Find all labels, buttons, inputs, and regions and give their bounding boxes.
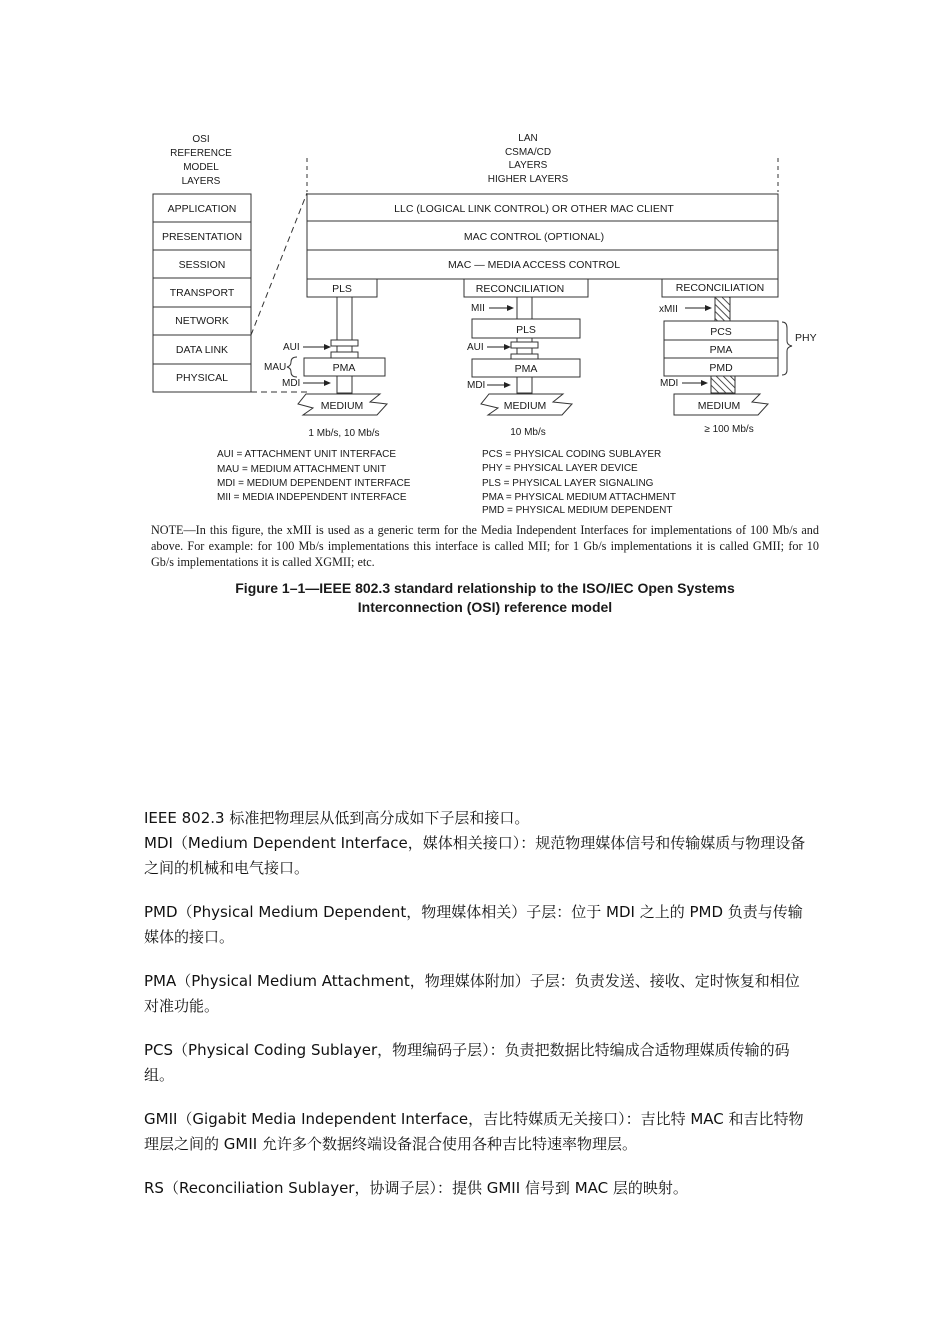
legend-item: PMA = PHYSICAL MEDIUM ATTACHMENT [482, 492, 677, 503]
pma-label: PMA [709, 344, 733, 356]
reconciliation-label: RECONCILIATION [475, 283, 565, 295]
osi-layer-label: TRANSPORT [169, 287, 235, 299]
caption-line: Interconnection (OSI) reference model [357, 599, 613, 615]
lan-header [488, 133, 569, 185]
figure-note: NOTE—In this figure, the xMII is used as a generic term for the Media Independent Interfaces for implementations of 100 Mb/s and above. For example: for 100 Mb/s implementations this interface is called MII; for 1 Gb/s implementations it is called GMII; for 10 Gb/s implementations it is called XGMII; etc. [151, 523, 819, 569]
aui-label: AUI [467, 342, 484, 353]
mdi-label: MDI [467, 380, 486, 391]
pma-label: PMA [514, 363, 538, 375]
osi-header-line: REFERENCE [170, 148, 232, 159]
mdi-label: MDI [660, 378, 679, 389]
aui-label: AUI [283, 342, 300, 353]
mac-control-label: MAC CONTROL (OPTIONAL) [463, 231, 605, 243]
lan-header-line: LAYERS [508, 160, 548, 171]
legend-item: PCS = PHYSICAL CODING SUBLAYER [482, 449, 662, 460]
pmd-label: PMD [709, 362, 733, 374]
legend-item: MDI = MEDIUM DEPENDENT INTERFACE [217, 478, 411, 489]
speed-label: 10 Mb/s [510, 427, 546, 438]
speed-label: ≥ 100 Mb/s [704, 424, 754, 435]
pls-label: PLS [516, 324, 536, 336]
legend-left [217, 449, 411, 503]
mii-label: MII [471, 303, 485, 314]
medium-label: MEDIUM [503, 400, 547, 412]
pma-label: PMA [332, 362, 356, 374]
xmii-label: xMII [659, 304, 678, 315]
paragraph: IEEE 802.3 标准把物理层从低到高分成如下子层和接口。 [144, 809, 530, 827]
figure-caption [151, 579, 819, 617]
reconciliation-label: RECONCILIATION [675, 282, 765, 294]
mac-label: MAC — MEDIA ACCESS CONTROL [447, 259, 621, 271]
osi-layer-label: APPLICATION [167, 203, 237, 215]
osi-header-line: OSI [192, 134, 210, 145]
osi-header-line: LAYERS [181, 176, 221, 187]
lan-header-line: CSMA/CD [504, 147, 552, 158]
column-10-mbps [464, 279, 588, 438]
osi-layer-label: NETWORK [175, 315, 229, 327]
pls-label: PLS [332, 283, 352, 295]
mdi-label: MDI [282, 378, 301, 389]
paragraph: RS（Reconciliation Sublayer，协调子层）：提供 GMII 信号到 MAC 层的映射。 [144, 1179, 688, 1197]
column-100-mbps [659, 279, 817, 435]
legend-item: PMD = PHYSICAL MEDIUM DEPENDENT [482, 505, 673, 516]
legend-item: AUI = ATTACHMENT UNIT INTERFACE [217, 449, 397, 460]
phy-label: PHY [795, 332, 817, 344]
legend-right [482, 449, 676, 516]
speed-label: 1 Mb/s, 10 Mb/s [308, 428, 380, 439]
caption-line: Figure 1–1—IEEE 802.3 standard relationship to the ISO/IEC Open Systems [235, 580, 735, 596]
osi-layer-label: SESSION [178, 259, 226, 271]
osi-layer-label: PRESENTATION [161, 231, 243, 243]
osi-header [170, 134, 232, 187]
legend-item: MAU = MEDIUM ATTACHMENT UNIT [217, 464, 387, 475]
medium-label: MEDIUM [320, 400, 364, 412]
lan-header-line: HIGHER LAYERS [487, 174, 569, 185]
osi-layer-label: DATA LINK [175, 344, 229, 356]
legend-item: MII = MEDIA INDEPENDENT INTERFACE [217, 492, 407, 503]
lan-header-line: LAN [518, 133, 538, 144]
paragraph: PMD（Physical Medium Dependent，物理媒体相关）子层：位于 MDI 之上的 PMD 负责与传输媒体的接口。 [144, 903, 803, 946]
mau-label: MAU [264, 362, 287, 373]
paragraph: GMII（Gigabit Media Independent Interface，吉比特媒质无关接口）：吉比特 MAC 和吉比特物理层之间的 GMII 允许多个数据终端设备混合使用各种吉比特速率物理层。 [144, 1110, 804, 1153]
osi-layer-label: PHYSICAL [176, 372, 228, 384]
legend-item: PLS = PHYSICAL LAYER SIGNALING [482, 478, 654, 489]
column-1-mbps [264, 279, 387, 439]
paragraph: MDI（Medium Dependent Interface，媒体相关接口）：规范物理媒体信号和传输媒质与物理设备之间的机械和电气接口。 [144, 834, 806, 877]
osi-header-line: MODEL [183, 162, 219, 173]
paragraph: PCS（Physical Coding Sublayer，物理编码子层）：负责把数据比特编成合适物理媒质传输的码组。 [144, 1041, 790, 1084]
pcs-label: PCS [710, 326, 732, 338]
legend-item: PHY = PHYSICAL LAYER DEVICE [482, 463, 638, 474]
paragraph: PMA（Physical Medium Attachment，物理媒体附加）子层：负责发送、接收、定时恢复和相位对准功能。 [144, 972, 800, 1015]
body-text [144, 806, 810, 1220]
llc-label: LLC (LOGICAL LINK CONTROL) OR OTHER MAC CLIENT [394, 203, 674, 215]
medium-label: MEDIUM [697, 400, 741, 412]
